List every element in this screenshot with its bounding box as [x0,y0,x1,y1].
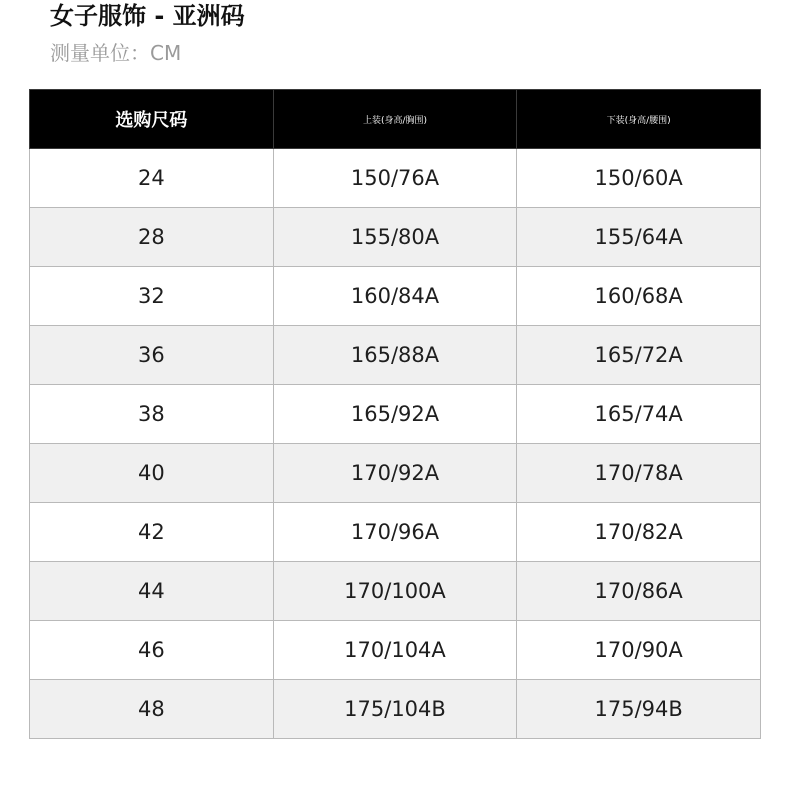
column-header-bottom: 下装(身高/腰围) [517,90,761,149]
page-title: 女子服饰 - 亚洲码 [50,2,245,30]
top-size-cell: 150/76A [273,149,517,208]
top-size-cell: 170/104A [273,621,517,680]
size-cell: 42 [30,503,274,562]
column-header-size: 选购尺码 [30,90,274,149]
bottom-size-cell: 170/86A [517,562,761,621]
table-row [30,503,761,562]
size-cell: 36 [30,326,274,385]
table-header-row [30,90,761,149]
size-cell: 40 [30,444,274,503]
top-size-cell: 155/80A [273,208,517,267]
bottom-size-cell: 170/82A [517,503,761,562]
bottom-size-cell: 155/64A [517,208,761,267]
top-size-cell: 160/84A [273,267,517,326]
size-cell: 28 [30,208,274,267]
size-cell: 32 [30,267,274,326]
size-cell: 48 [30,680,274,739]
size-cell: 46 [30,621,274,680]
size-cell: 24 [30,149,274,208]
size-cell: 44 [30,562,274,621]
bottom-size-cell: 165/72A [517,326,761,385]
top-size-cell: 165/88A [273,326,517,385]
table-row [30,385,761,444]
bottom-size-cell: 170/78A [517,444,761,503]
table-row [30,562,761,621]
bottom-size-cell: 175/94B [517,680,761,739]
top-size-cell: 170/96A [273,503,517,562]
table-row [30,208,761,267]
table-body [30,149,761,739]
bottom-size-cell: 165/74A [517,385,761,444]
column-header-top: 上装(身高/胸围) [273,90,517,149]
table-row [30,444,761,503]
top-size-cell: 165/92A [273,385,517,444]
top-size-cell: 170/92A [273,444,517,503]
table-row [30,149,761,208]
size-cell: 38 [30,385,274,444]
bottom-size-cell: 160/68A [517,267,761,326]
table-row [30,680,761,739]
size-chart-table [29,89,761,739]
table-row [30,621,761,680]
table-row [30,326,761,385]
top-size-cell: 175/104B [273,680,517,739]
bottom-size-cell: 170/90A [517,621,761,680]
top-size-cell: 170/100A [273,562,517,621]
bottom-size-cell: 150/60A [517,149,761,208]
table-row [30,267,761,326]
measurement-unit: 测量单位：CM [50,41,182,65]
table-header [30,90,761,149]
